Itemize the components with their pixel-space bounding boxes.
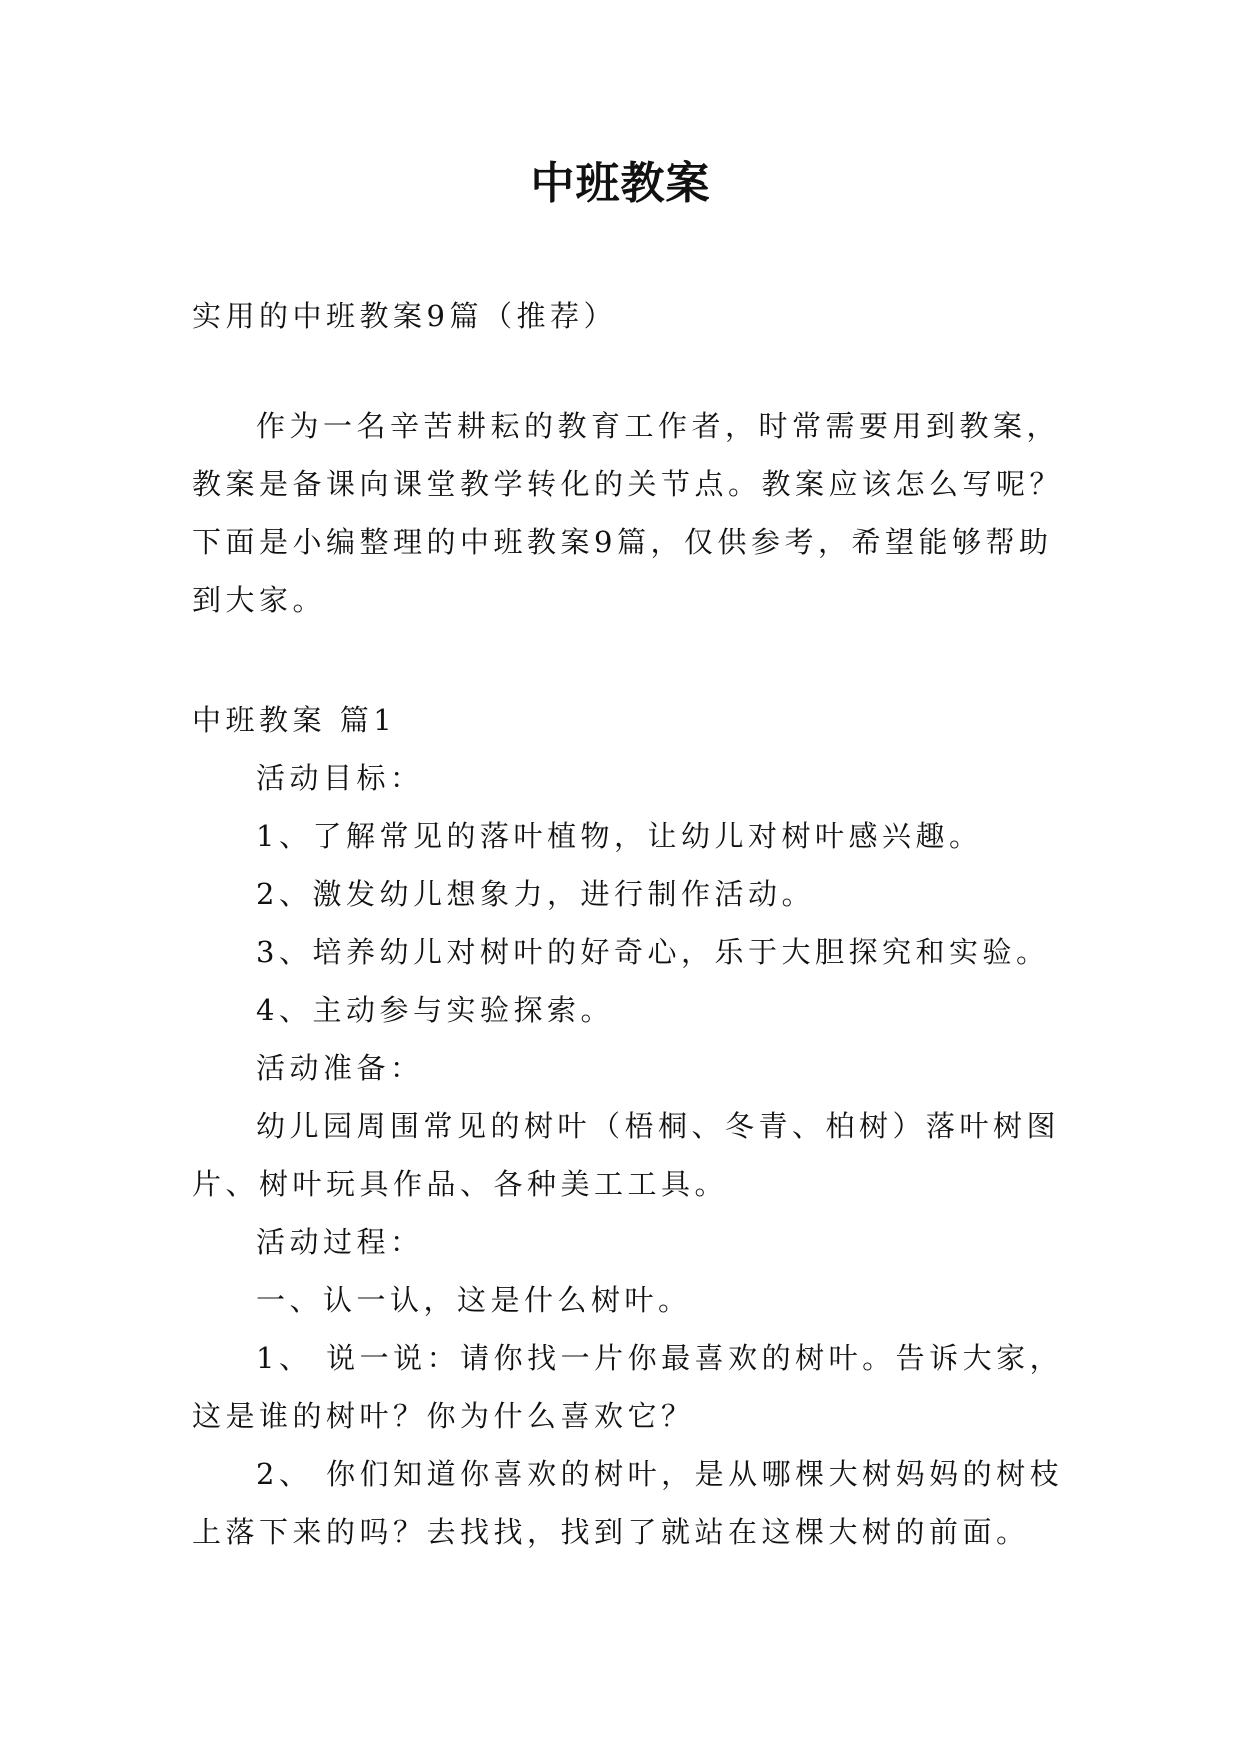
- body-line: 幼儿园周围常见的树叶（梧桐、冬青、柏树）落叶树图: [256, 1109, 1061, 1143]
- intro-line: 到大家。: [192, 583, 327, 617]
- body-line: 这是谁的树叶？你为什么喜欢它？: [192, 1399, 695, 1433]
- body-line: 4、主动参与实验探索。: [256, 993, 614, 1027]
- body-line: 片、树叶玩具作品、各种美工工具。: [192, 1167, 729, 1201]
- document-subtitle: 实用的中班教案9篇（推荐）: [192, 299, 617, 333]
- intro-line: 下面是小编整理的中班教案9篇，仅供参考，希望能够帮助: [192, 525, 1053, 559]
- body-line: 2、激发幼儿想象力，进行制作活动。: [256, 877, 815, 911]
- intro-line: 作为一名辛苦耕耘的教育工作者，时常需要用到教案，: [256, 409, 1061, 443]
- intro-line: 教案是备课向课堂教学转化的关节点。教案应该怎么写呢？: [192, 467, 1064, 501]
- body-line: 活动目标：: [256, 761, 424, 795]
- body-line: 活动准备：: [256, 1051, 424, 1085]
- section-heading: 中班教案 篇1: [192, 703, 397, 737]
- document-title: 中班教案: [530, 158, 711, 209]
- body-line: 2、 你们知道你喜欢的树叶，是从哪棵大树妈妈的树枝: [256, 1457, 1064, 1491]
- body-line: 一、认一认，这是什么树叶。: [256, 1283, 692, 1317]
- body-line: 1、了解常见的落叶植物，让幼儿对树叶感兴趣。: [256, 819, 983, 853]
- body-line: 1、 说一说：请你找一片你最喜欢的树叶。告诉大家，: [256, 1341, 1064, 1375]
- body-line: 活动过程：: [256, 1225, 424, 1259]
- body-line: 上落下来的吗？去找找，找到了就站在这棵大树的前面。: [192, 1515, 1030, 1549]
- body-line: 3、培养幼儿对树叶的好奇心，乐于大胆探究和实验。: [256, 935, 1050, 969]
